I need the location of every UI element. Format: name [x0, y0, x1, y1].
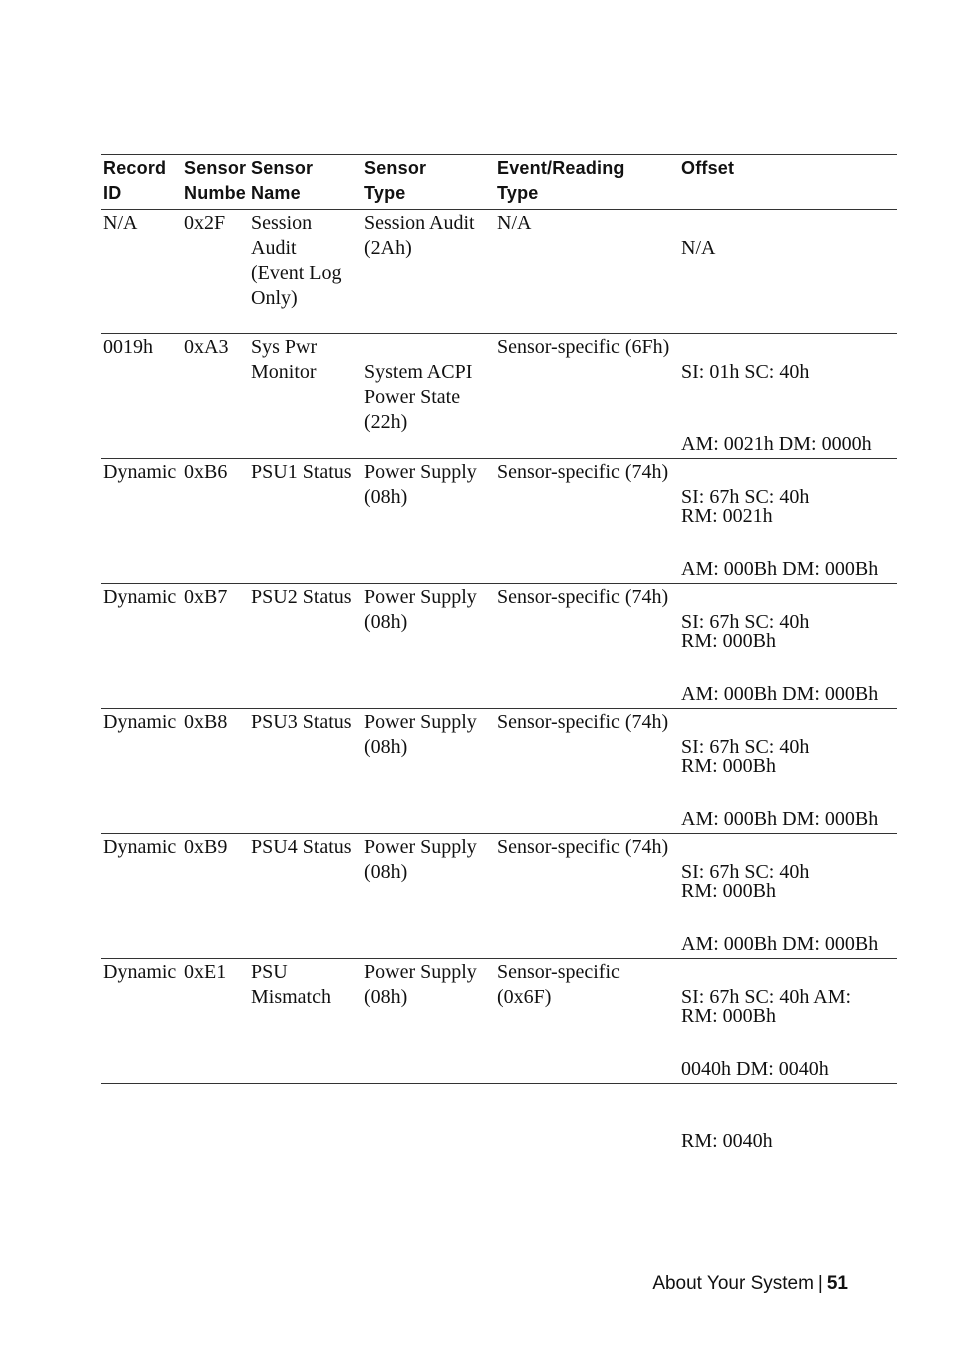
- record-id-cell: Dynamic: [103, 586, 177, 608]
- offset-line: AM: 0021h DM: 0000h: [681, 433, 872, 455]
- offset-line: SI: 67h SC: 40h: [681, 611, 810, 633]
- event-type-cell: Sensor-specific (74h): [497, 711, 669, 733]
- footer-separator: |: [817, 1273, 823, 1294]
- sensor-number-cell: 0xB7: [184, 586, 228, 608]
- sensor-number-cell: 0xB9: [184, 836, 228, 858]
- sensor-type-cell: Power Supply (08h): [364, 711, 477, 758]
- record-id-cell: Dynamic: [103, 461, 177, 483]
- offset-line: 0040h DM: 0040h: [681, 1058, 829, 1080]
- sensor-number-cell: 0xB6: [184, 461, 228, 483]
- offset-line: RM: 000Bh: [681, 1005, 777, 1027]
- offset-line: SI: 67h SC: 40h: [681, 861, 810, 883]
- offset-line: SI: 67h SC: 40h: [681, 736, 810, 758]
- offset-cell: [681, 960, 851, 1179]
- header-record-id: Record ID: [103, 158, 167, 203]
- offset-line: N/A: [681, 237, 716, 259]
- sensor-table: [101, 154, 897, 1152]
- sensor-type-cell: Power Supply (08h): [364, 461, 477, 508]
- offset-line: AM: 000Bh DM: 000Bh: [681, 808, 879, 830]
- sensor-type-cell: Power Supply (08h): [364, 836, 477, 883]
- footer-section-title: About Your System: [652, 1273, 814, 1294]
- sensor-name-cell: PSU3 Status: [251, 711, 352, 733]
- record-id-cell: 0019h: [103, 336, 153, 358]
- event-type-cell: Sensor-specific (74h): [497, 461, 669, 483]
- offset-line: SI: 67h SC: 40h AM:: [681, 986, 852, 1008]
- header-event-type: Event/Reading Type: [497, 158, 625, 203]
- event-type-cell: Sensor-specific (0x6F): [497, 961, 620, 1008]
- sensor-type-cell: Power Supply (08h): [364, 586, 477, 633]
- sensor-type-cell: Power Supply (08h): [364, 961, 477, 1008]
- offset-line: RM: 0040h: [681, 1130, 773, 1152]
- offset-cell: [681, 211, 715, 286]
- table-row: [101, 210, 897, 334]
- offset-line: AM: 000Bh DM: 000Bh: [681, 683, 879, 705]
- sensor-name-cell: PSU1 Status: [251, 461, 352, 483]
- record-id-cell: N/A: [103, 212, 138, 234]
- offset-line: RM: 000Bh: [681, 755, 777, 777]
- sensor-number-cell: 0x2F: [184, 212, 226, 234]
- sensor-name-cell: PSU2 Status: [251, 586, 352, 608]
- sensor-number-cell: 0xA3: [184, 336, 229, 358]
- sensor-name-cell: PSU4 Status: [251, 836, 352, 858]
- sensor-type-cell: Session Audit (2Ah): [364, 212, 475, 259]
- record-id-cell: Dynamic: [103, 836, 177, 858]
- header-offset: Offset: [681, 158, 735, 178]
- offset-line: RM: 000Bh: [681, 880, 777, 902]
- offset-line: AM: 000Bh DM: 000Bh: [681, 558, 879, 580]
- offset-line: SI: 01h SC: 40h: [681, 361, 810, 383]
- offset-line: RM: 000Bh: [681, 630, 777, 652]
- offset-line: RM: 0021h: [681, 505, 773, 527]
- record-id-cell: Dynamic: [103, 711, 177, 733]
- offset-line: SI: 67h SC: 40h: [681, 486, 810, 508]
- event-type-cell: N/A: [497, 212, 532, 234]
- offset-line: AM: 000Bh DM: 000Bh: [681, 933, 879, 955]
- table-row: [101, 959, 897, 1152]
- page-footer: [652, 1271, 848, 1297]
- table-header: [101, 155, 897, 210]
- sensor-type-cell: System ACPI Power State (22h): [364, 361, 473, 433]
- page-number: 51: [826, 1273, 848, 1294]
- event-type-cell: Sensor-specific (74h): [497, 836, 669, 858]
- sensor-number-cell: 0xE1: [184, 961, 227, 983]
- header-sensor-name: Sensor Name: [251, 158, 314, 203]
- event-type-cell: Sensor-specific (6Fh): [497, 336, 670, 358]
- sensor-name-cell: Session Audit (Event Log Only): [251, 212, 342, 309]
- header-sensor-number: Sensor Numbe: [184, 158, 247, 203]
- header-sensor-type: Sensor Type: [364, 158, 427, 203]
- sensor-name-cell: Sys Pwr Monitor: [251, 336, 318, 383]
- record-id-cell: Dynamic: [103, 961, 177, 983]
- sensor-name-cell: PSU Mismatch: [251, 961, 331, 1008]
- event-type-cell: Sensor-specific (74h): [497, 586, 669, 608]
- sensor-number-cell: 0xB8: [184, 711, 228, 733]
